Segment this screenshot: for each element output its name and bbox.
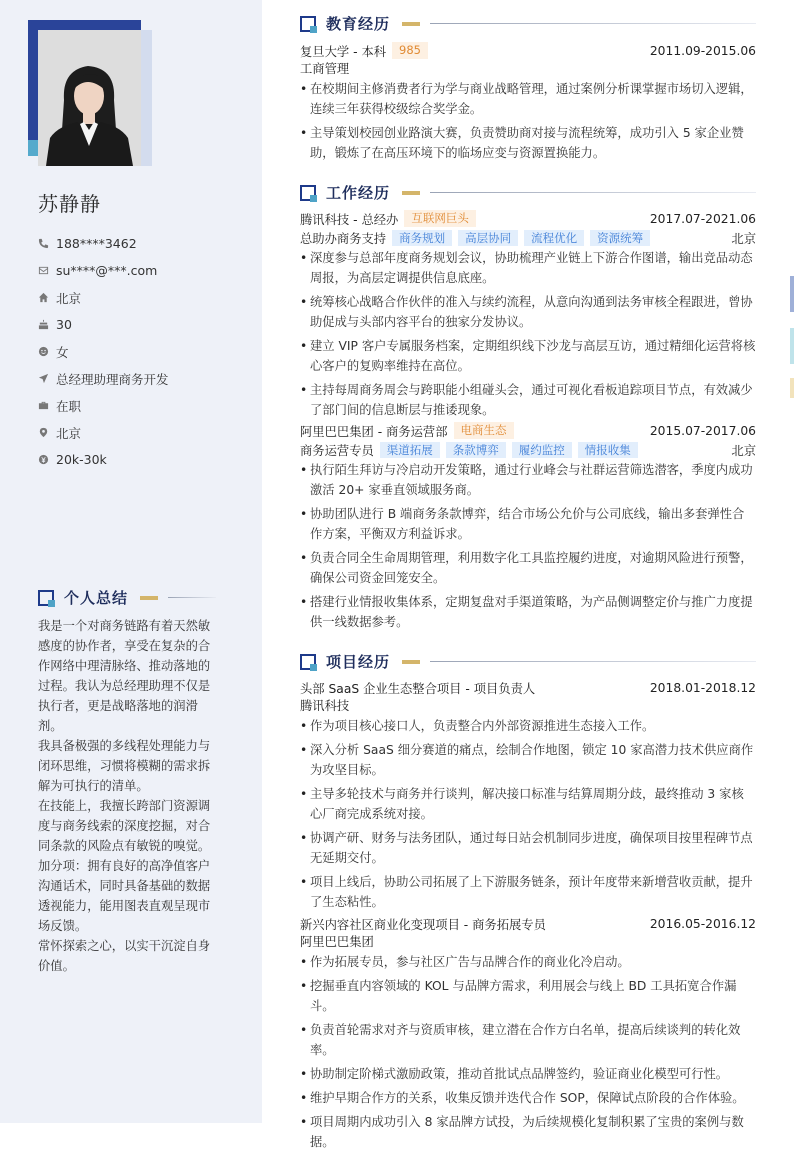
- target-position-text: 总经理助理商务开发: [56, 371, 169, 387]
- info-gender: [38, 338, 248, 365]
- school-tag: 985: [392, 42, 428, 59]
- section-divider: [430, 192, 756, 193]
- school-name: 复旦大学 - 本科: [300, 44, 387, 59]
- list-item: • 深入分析 SaaS 细分赛道的痛点，绘制合作地图，锁定 10 家高潜力技术供应商作为攻坚目标。: [300, 740, 756, 780]
- section-square-icon: [300, 654, 316, 670]
- list-item: • 统筹核心战略合作伙伴的准入与续约流程，从意向沟通到法务审核全程跟进，曾协助促成与头部内容平台的独家分发协议。: [300, 292, 756, 332]
- list-item: • 搭建行业情报收集体系，定期复盘对手渠道策略，为产品侧调整定价与推广力度提供一线数据参考。: [300, 592, 756, 632]
- location-pin-icon: [38, 427, 56, 438]
- list-item: • 负责合同全生命周期管理，利用数字化工具监控履约进度，对逾期风险进行预警，确保公司资金回笼安全。: [300, 548, 756, 588]
- job-entry: [300, 209, 756, 424]
- job-date: 2017.07-2021.06: [649, 211, 756, 226]
- summary-text: [38, 616, 222, 976]
- summary-section-header: [38, 587, 216, 608]
- list-item: • 深度参与总部年度商务规划会议，协助梳理产业链上下游合作图谱，输出竞品动态周报，为高层定调提供信息底座。: [300, 248, 756, 288]
- project-date: 2016.05-2016.12: [649, 916, 756, 931]
- project-entry: [300, 678, 756, 916]
- education-date: 2011.09-2015.06: [649, 43, 756, 58]
- job-bullets: [300, 460, 756, 632]
- list-item: • 项目上线后，协助公司拓展了上下游服务链条，预计年度带来新增营收贡献，提升了生态粘性。: [300, 872, 756, 912]
- candidate-name: 苏静静: [38, 192, 101, 216]
- list-item: • 主持每周商务周会与跨职能小组碰头会，通过可视化看板追踪项目节点，有效减少了部门间的信息断层与推诿现象。: [300, 380, 756, 420]
- job-bullets: [300, 248, 756, 420]
- section-accent-bar: [140, 596, 158, 600]
- section-accent-bar: [402, 22, 420, 26]
- project-section-header: [300, 651, 756, 672]
- summary-paragraph: 我具备极强的多线程处理能力与闭环思维，习惯将模糊的需求拆解为可执行的清单。: [38, 739, 211, 793]
- info-salary: [38, 446, 248, 473]
- job-date: 2015.07-2017.06: [649, 423, 756, 438]
- money-icon: [38, 454, 56, 465]
- list-item: • 协助团队进行 B 端商务条款博弈，结合市场公允价与公司底线，输出多套弹性合作方案，平衡双方利益诉求。: [300, 504, 756, 544]
- skill-tag: 商务规划: [392, 230, 452, 246]
- section-divider: [430, 23, 756, 24]
- section-accent-bar: [402, 660, 420, 664]
- project-name: 头部 SaaS 企业生态整合项目 - 项目负责人: [300, 681, 536, 696]
- person-photo-icon: [38, 30, 141, 166]
- list-item: • 维护早期合作方的关系，收集反馈并迭代合作 SOP，保障试点阶段的合作体验。: [300, 1088, 756, 1108]
- target-city-text: 北京: [56, 425, 82, 441]
- list-item: • 挖掘垂直内容领域的 KOL 与品牌方需求，利用展会与线上 BD 工具拓宽合作漏斗。: [300, 976, 756, 1016]
- residence-text: 北京: [56, 290, 82, 306]
- company-tag: 互联网巨头: [404, 210, 476, 227]
- job-city: 北京: [731, 231, 756, 246]
- info-target-position: [38, 365, 248, 392]
- list-item: • 主导多轮技术与商务并行谈判，解决接口标准与结算周期分歧，最终推动 3 家核心厂商完成系统对接。: [300, 784, 756, 824]
- section-square-icon: [38, 590, 54, 606]
- cake-icon: [38, 319, 56, 330]
- info-phone: [38, 230, 248, 257]
- list-item: • 项目周期内成功引入 8 家品牌方试投，为后续规模化复制积累了宝贵的案例与数据。: [300, 1112, 756, 1152]
- age-text: 30: [56, 317, 72, 332]
- company-name: 阿里巴巴集团 - 商务运营部: [300, 424, 448, 439]
- list-item: • 执行陌生拜访与冷启动开发策略，通过行业峰会与社群运营筛选潜客，季度内成功激活 20+ 家垂直领域服务商。: [300, 460, 756, 500]
- job-city: 北京: [731, 443, 756, 458]
- sidebar: [0, 0, 262, 1123]
- briefcase-icon: [38, 400, 56, 411]
- send-icon: [38, 373, 56, 384]
- list-item: • 负责首轮需求对齐与资质审核，建立潜在合作方白名单，提高后续谈判的转化效率。: [300, 1020, 756, 1060]
- skill-tag: 履约监控: [512, 442, 572, 458]
- summary-paragraph: 在技能上，我擅长跨部门资源调度与商务线索的深度挖掘，对合同条款的风险点有敏锐的嗅觉。: [38, 799, 211, 853]
- section-divider: [430, 661, 756, 662]
- work-section-header: [300, 182, 756, 203]
- smile-icon: [38, 346, 56, 357]
- email-text: su****@***.com: [56, 263, 158, 278]
- contact-info-list: [38, 230, 248, 473]
- skill-tag: 情报收集: [578, 442, 638, 458]
- list-item: • 协助制定阶梯式激励政策，推动首批试点品牌签约，验证商业化模型可行性。: [300, 1064, 756, 1084]
- list-item: • 在校期间主修消费者行为学与商业战略管理，通过案例分析课掌握市场切入逻辑，连续三年获得校级综合奖学金。: [300, 79, 756, 119]
- section-square-icon: [300, 185, 316, 201]
- phone-text: 188****3462: [56, 236, 137, 251]
- section-accent-bar: [402, 191, 420, 195]
- company-name: 腾讯科技 - 总经办: [300, 212, 399, 227]
- info-status: [38, 392, 248, 419]
- summary-paragraph: 常怀探索之心，以实干沉淀自身价值。: [38, 939, 211, 973]
- project-bullets: [300, 952, 756, 1152]
- home-icon: [38, 292, 56, 303]
- info-email: [38, 257, 248, 284]
- project-entry: [300, 914, 756, 1156]
- job-position: 总助办商务支持: [300, 231, 387, 246]
- edge-marker: [790, 378, 794, 398]
- info-age: [38, 311, 248, 338]
- section-square-icon: [300, 16, 316, 32]
- section-divider: [168, 597, 216, 598]
- salary-text: 20k-30k: [56, 452, 107, 467]
- project-date: 2018.01-2018.12: [649, 680, 756, 695]
- project-name: 新兴内容社区商业化变现项目 - 商务拓展专员: [300, 917, 546, 932]
- summary-title: 个人总结: [64, 589, 129, 607]
- list-item: • 建立 VIP 客户专属服务档案，定期组织线下沙龙与高层互访，通过精细化运营将核心客户的复购率维持在高位。: [300, 336, 756, 376]
- project-org: 腾讯科技: [300, 699, 350, 713]
- project-bullets: [300, 716, 756, 912]
- skill-tag: 高层协同: [458, 230, 518, 246]
- education-major: 工商管理: [300, 62, 350, 76]
- profile-photo-frame: [28, 20, 152, 166]
- list-item: • 主导策划校园创业路演大赛，负责赞助商对接与流程统筹，成功引入 5 家企业赞助，锻炼了在高压环境下的临场应变与资源置换能力。: [300, 123, 756, 163]
- education-bullets: [300, 79, 756, 163]
- edge-marker: [790, 328, 794, 364]
- phone-icon: [38, 238, 56, 249]
- company-tag: 电商生态: [454, 422, 514, 439]
- skill-tag: 条款博弈: [446, 442, 506, 458]
- info-residence: [38, 284, 248, 311]
- project-org: 阿里巴巴集团: [300, 935, 374, 949]
- avatar: [38, 30, 141, 166]
- education-title: 教育经历: [326, 15, 391, 33]
- list-item: • 作为项目核心接口人，负责整合内外部资源推进生态接入工作。: [300, 716, 756, 736]
- work-title: 工作经历: [326, 184, 391, 202]
- summary-paragraph: 我是一个对商务链路有着天然敏感度的协作者，享受在复杂的合作网络中理清脉络、推动落地的过程。我认为总经理助理不仅是执行者，更是战略落地的润滑剂。: [38, 619, 211, 733]
- job-entry: [300, 421, 756, 636]
- summary-paragraph: 加分项：拥有良好的高净值客户沟通话术，同时具备基础的数据透视能力，能用图表直观呈现市场反馈。: [38, 859, 211, 933]
- mail-icon: [38, 265, 56, 276]
- list-item: • 作为拓展专员，参与社区广告与品牌合作的商业化冷启动。: [300, 952, 756, 972]
- status-text: 在职: [56, 398, 82, 414]
- education-entry: [300, 41, 756, 167]
- edge-marker: [790, 276, 794, 312]
- job-position: 商务运营专员: [300, 443, 374, 458]
- list-item: • 协调产研、财务与法务团队，通过每日站会机制同步进度，确保项目按里程碑节点无延期交付。: [300, 828, 756, 868]
- skill-tag: 资源统筹: [590, 230, 650, 246]
- info-target-city: [38, 419, 248, 446]
- project-title: 项目经历: [326, 653, 391, 671]
- skill-tag: 流程优化: [524, 230, 584, 246]
- skill-tag: 渠道拓展: [380, 442, 440, 458]
- education-section-header: [300, 13, 756, 34]
- gender-text: 女: [56, 344, 69, 360]
